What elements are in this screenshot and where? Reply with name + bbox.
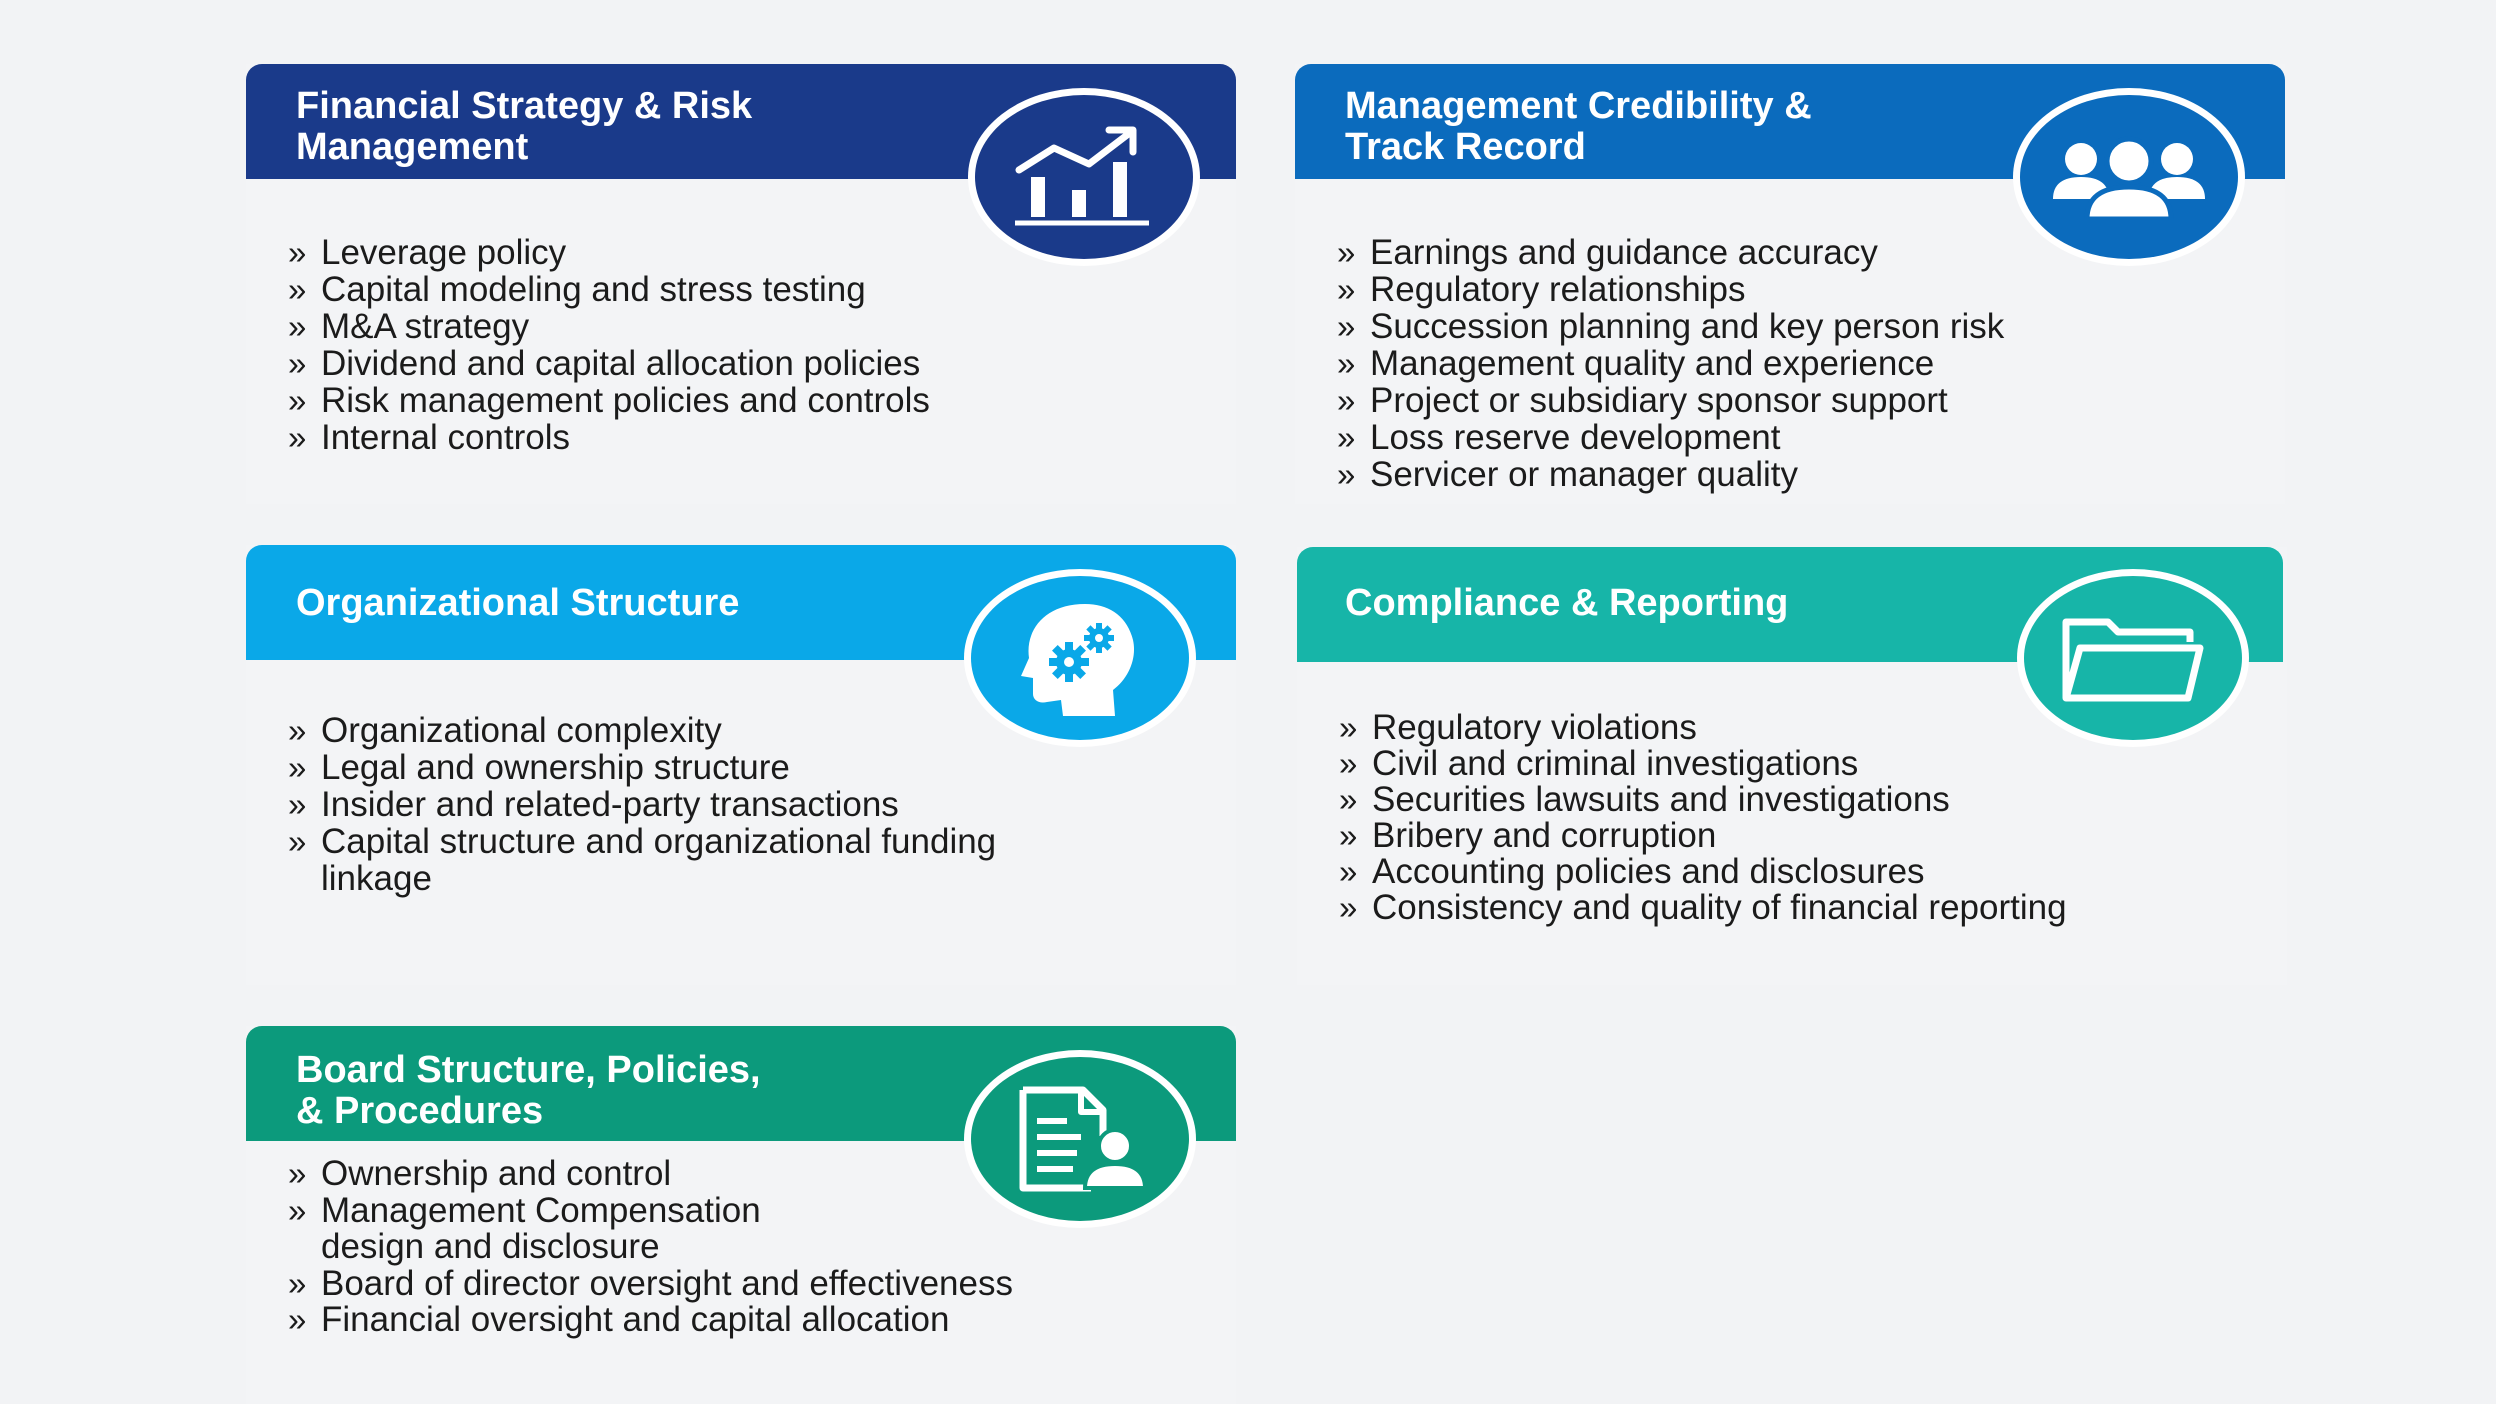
list-item: » Leverage policy <box>288 234 930 271</box>
icon-badge <box>964 569 1196 747</box>
card-management-credibility <box>1295 64 2285 504</box>
list-item: » Bribery and corruption <box>1339 818 2067 854</box>
list-item: » Earnings and guidance accuracy <box>1337 234 2004 271</box>
list-item: » Insider and related-party transactions <box>288 786 996 823</box>
card-title: Organizational Structure <box>296 582 740 624</box>
list-item: » Organizational complexity <box>288 712 996 749</box>
list-item: » Project or subsidiary sponsor support <box>1337 382 2004 419</box>
card-board-structure <box>246 1026 1236 1404</box>
list-item: » Management Compensation design and disclosure <box>288 1193 1013 1266</box>
card-financial-strategy <box>246 64 1236 504</box>
icon-badge <box>968 88 1200 266</box>
card-title: Compliance & Reporting <box>1345 582 1789 624</box>
list-item: » Capital structure and organizational funding linkage <box>288 823 996 897</box>
item-list <box>288 234 930 456</box>
head-gears-icon <box>1015 598 1145 718</box>
list-item: » Accounting policies and disclosures <box>1339 854 2067 890</box>
list-item: » Securities lawsuits and investigations <box>1339 782 2067 818</box>
list-item: » Capital modeling and stress testing <box>288 271 930 308</box>
list-item: » Internal controls <box>288 419 930 456</box>
card-compliance-reporting <box>1297 547 2287 985</box>
list-item: » Legal and ownership structure <box>288 749 996 786</box>
folder-icon <box>2058 608 2208 708</box>
card-title: Board Structure, Policies, & Procedures <box>296 1049 761 1132</box>
list-item: » Risk management policies and controls <box>288 382 930 419</box>
item-list <box>288 712 996 897</box>
list-item: » Consistency and quality of financial reporting <box>1339 890 2067 926</box>
item-list <box>288 1156 1013 1339</box>
list-item: » M&A strategy <box>288 308 930 345</box>
list-item: » Regulatory relationships <box>1337 271 2004 308</box>
rising-bar-chart-icon <box>1009 122 1159 232</box>
card-title: Financial Strategy & Risk Management <box>296 85 753 168</box>
list-item: » Management quality and experience <box>1337 345 2004 382</box>
list-item: » Ownership and control <box>288 1156 1013 1193</box>
list-item: » Servicer or manager quality <box>1337 456 2004 493</box>
icon-badge <box>2013 88 2245 266</box>
list-item: » Financial oversight and capital allocation <box>288 1302 1013 1339</box>
list-item: » Regulatory violations <box>1339 710 2067 746</box>
list-item: » Succession planning and key person risk <box>1337 308 2004 345</box>
list-item: » Loss reserve development <box>1337 419 2004 456</box>
item-list <box>1337 234 2004 493</box>
document-person-icon <box>1005 1084 1155 1194</box>
card-title: Management Credibility & Track Record <box>1345 85 1812 168</box>
item-list <box>1339 710 2067 926</box>
card-organizational-structure <box>246 545 1236 985</box>
list-item: » Civil and criminal investigations <box>1339 746 2067 782</box>
list-item: » Board of director oversight and effectiveness <box>288 1266 1013 1303</box>
people-group-icon <box>2049 127 2209 227</box>
list-item: » Dividend and capital allocation policies <box>288 345 930 382</box>
